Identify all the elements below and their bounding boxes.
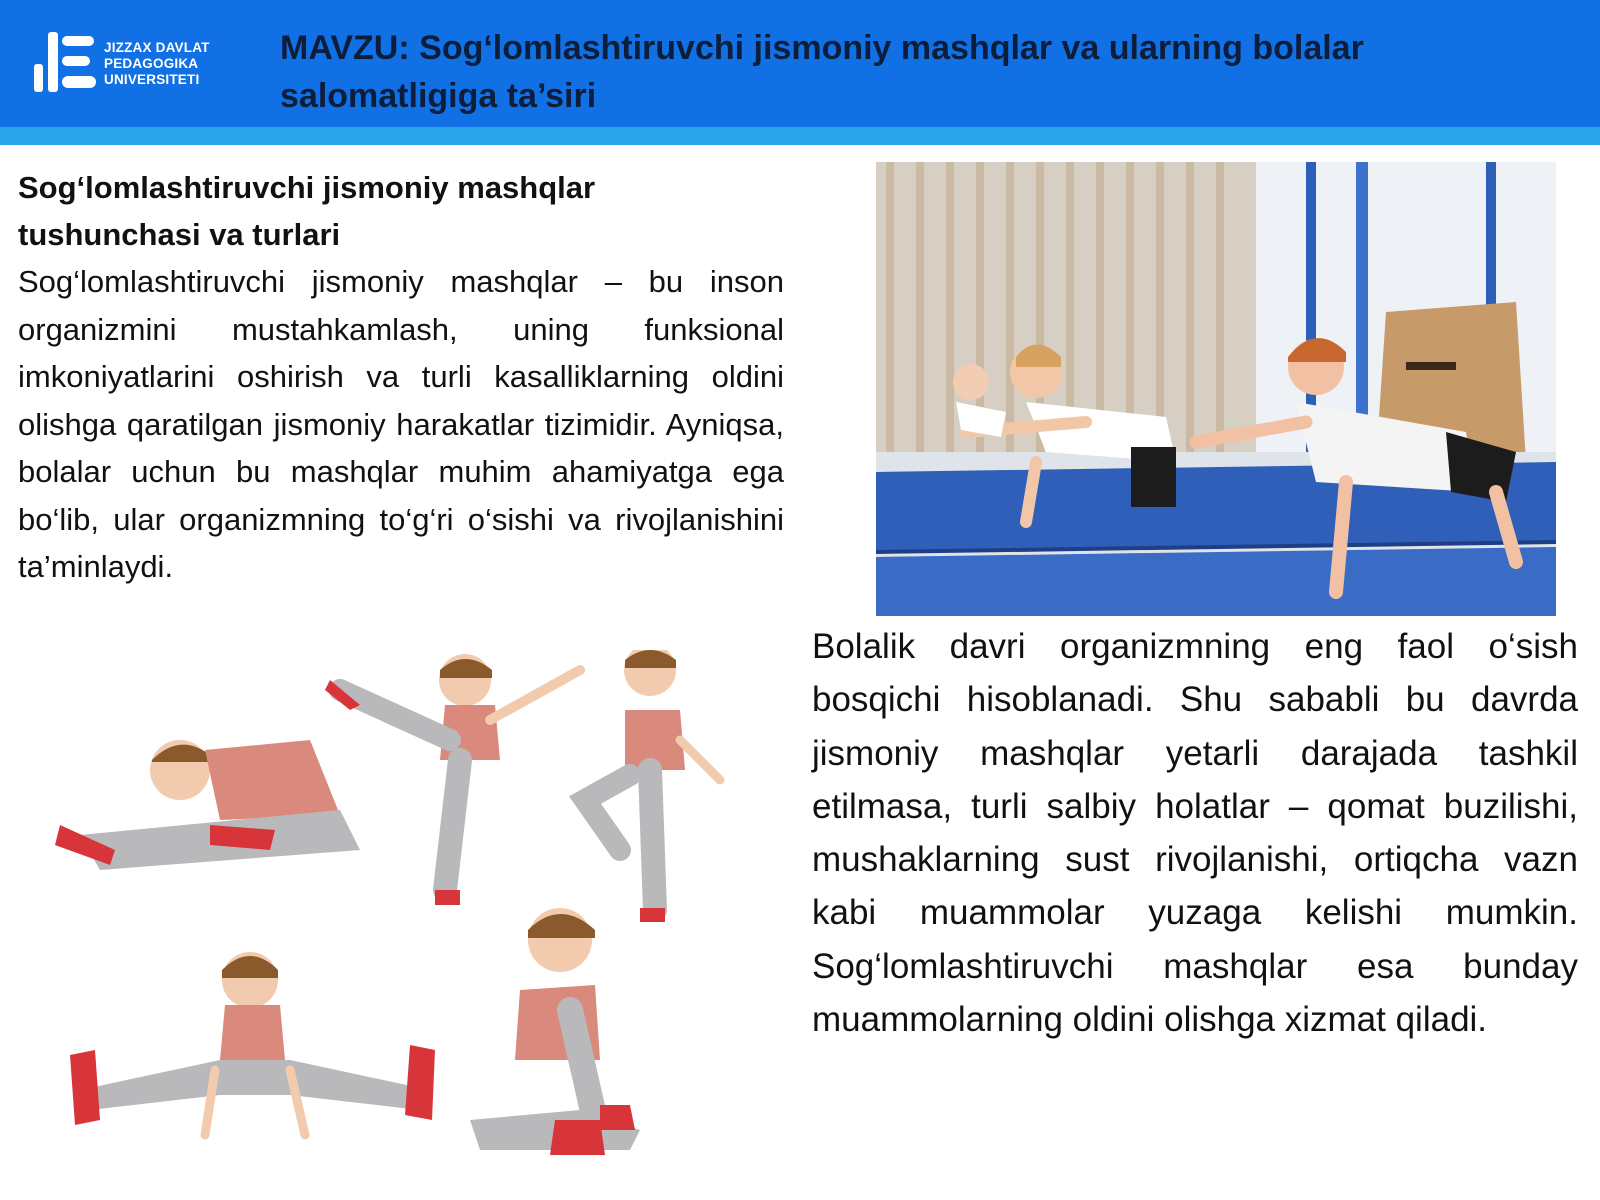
intro-paragraph: Sog‘lomlashtiruvchi jismoniy mashqlar – bu inson organizmini mustahkamlash, uning funksional imkoniyatlarini oshirish va turli kasalliklarning oldini olishga qaratilgan jismoniy harakatlar tizimidir. Ayniqsa, bolalar uchun bu mashqlar muhim ahamiyatga ega bo‘lib, ular organizmning to‘g‘ri o‘sishi va rivojlanishini ta’minlaydi. — [18, 264, 784, 584]
logo-line-2: PEDAGOGIKA — [104, 56, 199, 71]
title-keyword: MAVZU: — [280, 29, 410, 67]
header-bar — [0, 0, 1600, 127]
kids-stretching-photo — [40, 650, 760, 1185]
logo-line-3: UNIVERSITETI — [104, 72, 200, 87]
logo-text — [104, 40, 244, 88]
slide-title — [280, 24, 1520, 120]
gym-photo-illustration — [876, 162, 1556, 616]
childhood-paragraph: Bolalik davri organizmning eng faol o‘sish bosqichi hisoblanadi. Shu sababli bu davrda jismoniy mashqlar yetarli darajada tashkil etilmasa, turli salbiy holatlar – qomat buzilishi, mushaklarning sust rivojlanishi, ortiqcha vazn kabi muammolar yuzaga kelishi mumkin. Sog‘lomlashtiruvchi mashqlar esa bunday muammolarning oldini olishga xizmat qiladi. — [812, 627, 1578, 1040]
title-text: Sog‘lomlashtiruvchi jismoniy mashqlar va ularning bolalar salomatligiga ta’siri — [280, 29, 1364, 115]
header-stripe — [0, 127, 1600, 145]
logo-line-1: JIZZAX DAVLAT — [104, 40, 210, 55]
kids-photo-illustration — [40, 650, 760, 1185]
university-logo — [32, 30, 232, 98]
university-logo-icon — [32, 30, 100, 94]
section-heading: Sog‘lomlashtiruvchi jismoniy mashqlar tushunchasi va turlari — [18, 170, 596, 252]
gym-exercise-photo — [876, 162, 1556, 616]
